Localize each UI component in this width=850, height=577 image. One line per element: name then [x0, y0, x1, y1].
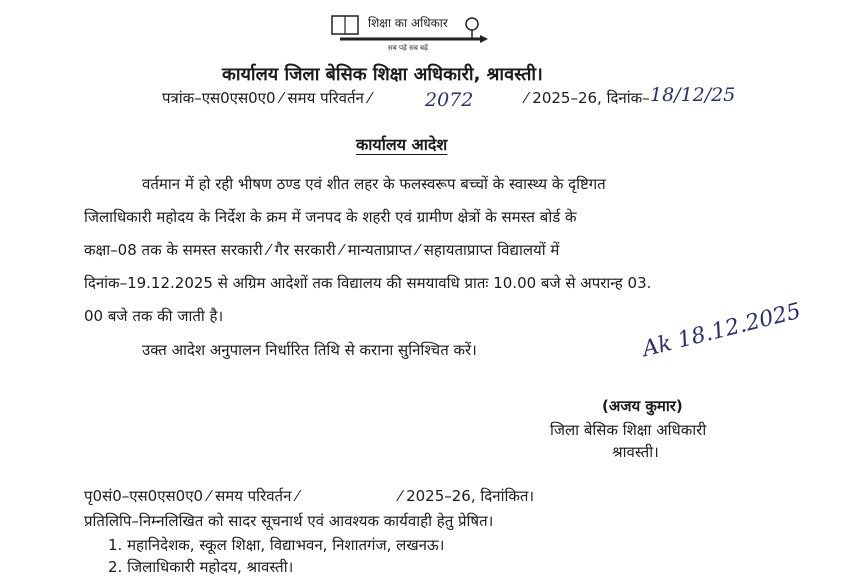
handwritten-reference-number: 2072 — [425, 89, 474, 111]
reference-suffix: ⁄ 2025–26, दिनांक– — [525, 89, 650, 107]
copy-item-1: 1. महानिदेशक, स्कूल शिक्षा, विद्याभवन, निशातगंज, लखनऊ। — [108, 536, 445, 554]
signature: Ak 18.12.2025 — [640, 298, 804, 363]
copy-intro: प्रतिलिपि–निम्नलिखित को सादर सूचनार्थ एवं आवश्यक कार्यवाही हेतु प्रेषित। — [84, 512, 494, 530]
reference-prefix: पत्रांक–एस0एस0ए0 ⁄ समय परिवर्तन ⁄ — [162, 89, 372, 107]
order-line-2: जिलाधिकारी महोदय के निर्देश के क्रम में जनपद के शहरी एवं ग्रामीण क्षेत्रों के समस्त बोर्ड के — [84, 208, 577, 226]
order-line-1: वर्तमान में हो रही भीषण ठण्ड एवं शीत लहर के फलस्वरूप बच्चों के स्वास्थ्य के दृष्टिगत — [142, 175, 606, 193]
signatory-designation: जिला बेसिक शिक्षा अधिकारी — [550, 421, 707, 439]
order-line-3: कक्षा–08 तक के समस्त सरकारी ⁄ गैर सरकारी ⁄ मान्यताप्राप्त ⁄ सहायताप्राप्त विद्यालयों में — [84, 241, 560, 259]
signatory-name: (अजय कुमार) — [602, 397, 683, 415]
order-heading: कार्यालय आदेश — [356, 135, 448, 154]
order-line-5: 00 बजे तक की जाती है। — [84, 307, 224, 325]
order-line-4: दिनांक–19.12.2025 से अग्रिम आदेशों तक विद्यालय की समयावधि प्रातः 10.00 बजे से अपरान्ह 03. — [84, 274, 652, 292]
logo-title: शिक्षा का अधिकार — [368, 16, 448, 30]
signatory-place: श्रावस्ती। — [612, 443, 659, 461]
copy-item-2: 2. जिलाधिकारी महोदय, श्रावस्ती। — [108, 558, 294, 576]
compliance-line: उक्त आदेश अनुपालन निर्धारित तिथि से कराना सुनिश्चित करें। — [142, 341, 477, 359]
logo — [320, 8, 490, 58]
office-title: कार्यालय जिला बेसिक शिक्षा अधिकारी, श्रावस्ती। — [222, 64, 543, 85]
handwritten-reference-date: 18/12/25 — [650, 84, 736, 106]
logo-tagline: सब पढ़ें सब बढ़ें — [388, 44, 428, 52]
copy-reference-line: पृ0सं0–एस0एस0ए0 ⁄ समय परिवर्तन ⁄ ⁄ 2025–26, दिनांकित। — [84, 487, 535, 505]
